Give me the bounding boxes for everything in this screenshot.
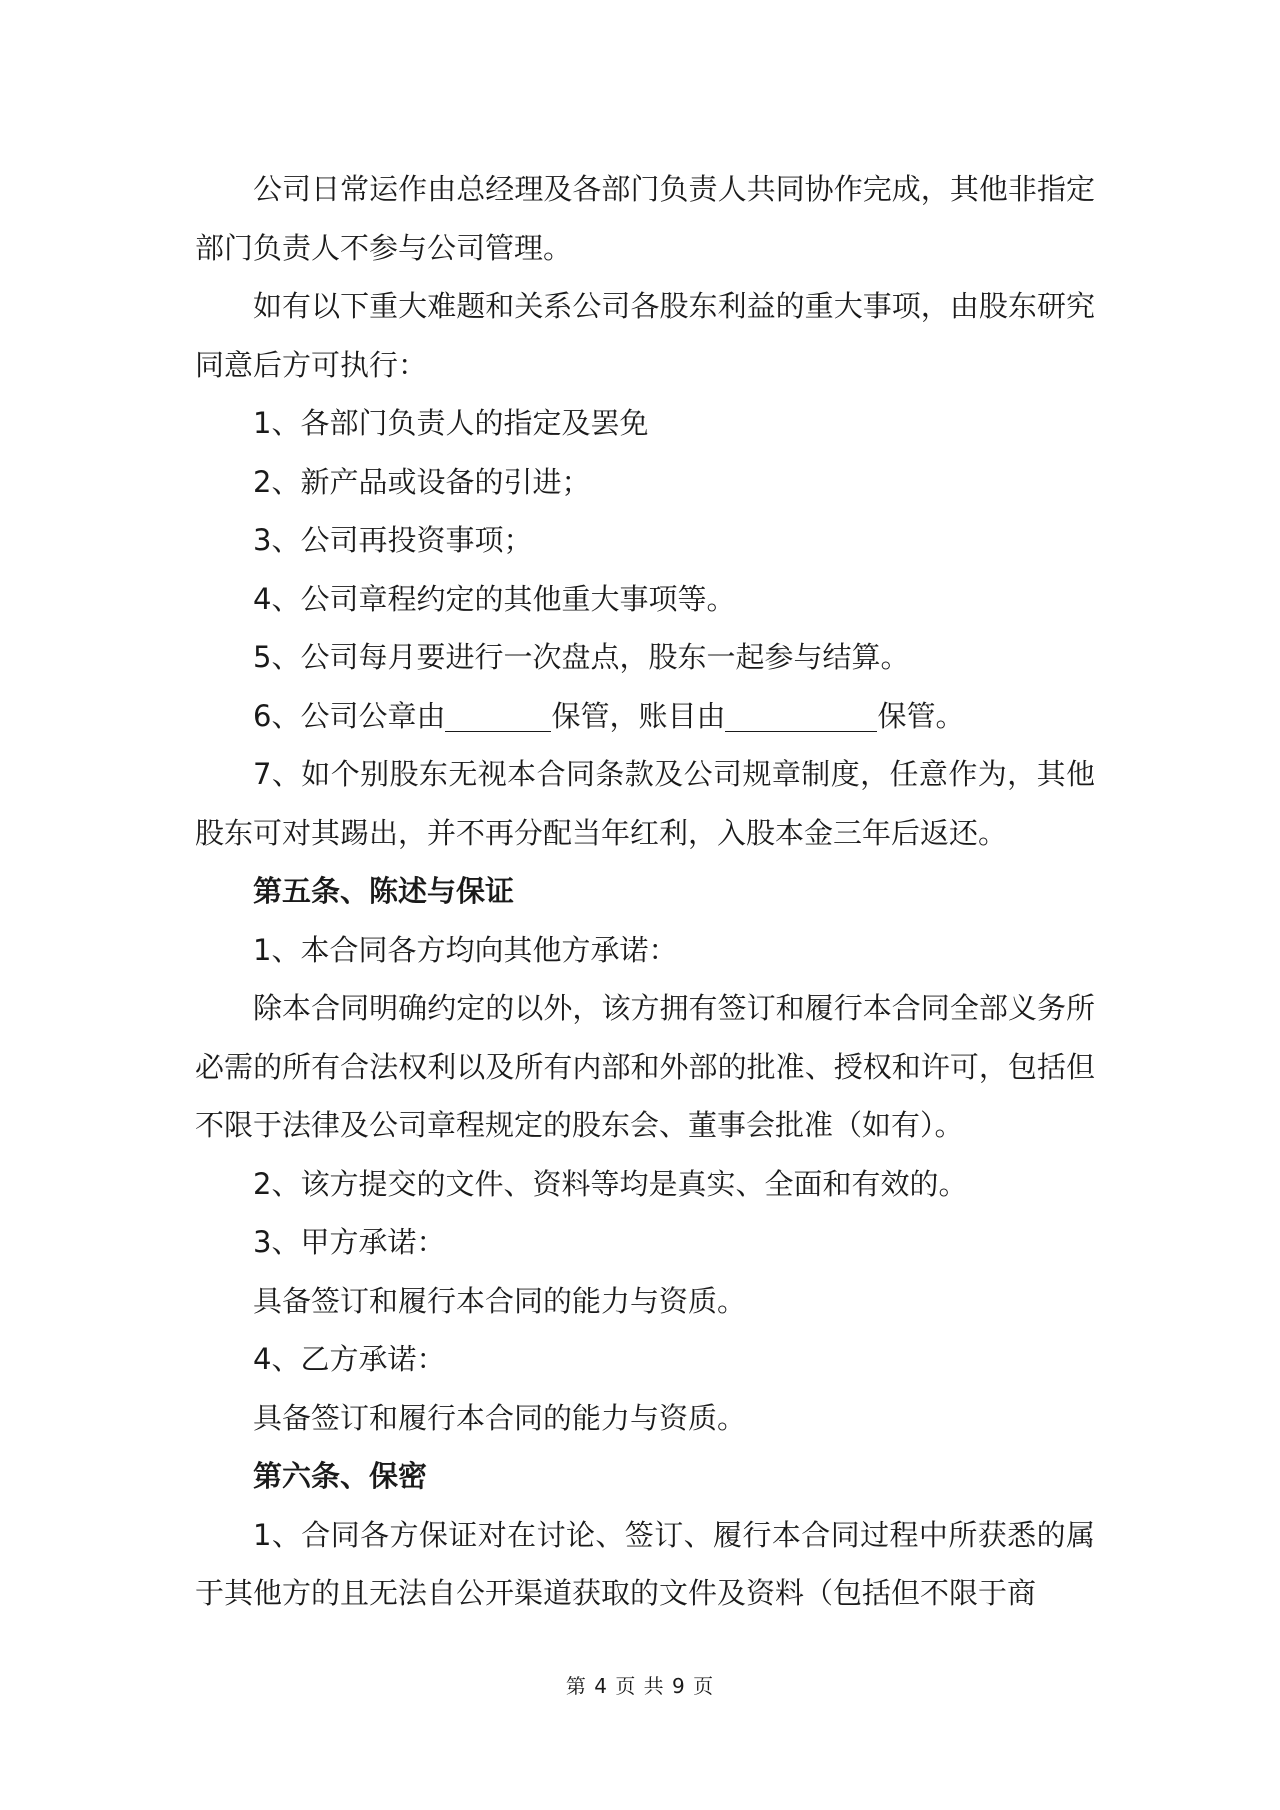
seal-keeper-blank [445, 701, 551, 732]
article5-item-3-detail: 具备签订和履行本合同的能力与资质。 [253, 1283, 747, 1318]
article6-item-1: 1、合同各方保证对在讨论、签订、履行本合同过程中所获悉的属于其他方的且无法自公开渠道获取的文件及资料（包括但不限于商 [195, 1517, 1095, 1610]
seal-text-part1: 6、公司公章由 [253, 698, 446, 733]
document-body [195, 160, 1095, 1623]
list-item-2: 2、新产品或设备的引进； [253, 464, 591, 499]
seal-text-part2: 保管，账目由 [551, 698, 726, 733]
list-item-6 [195, 687, 1095, 746]
list-item-7: 7、如个别股东无视本合同条款及公司规章制度，任意作为，其他股东可对其踢出，并不再分配当年红利，入股本金三年后返还。 [195, 757, 1095, 850]
paragraph-daily-operation: 公司日常运作由总经理及各部门负责人共同协作完成，其他非指定部门负责人不参与公司管理。 [195, 172, 1095, 265]
article5-item-3: 3、甲方承诺： [253, 1225, 446, 1259]
accounts-keeper-blank [725, 701, 877, 732]
list-item-4: 4、公司章程约定的其他重大事项等。 [253, 581, 736, 616]
paragraph-major-matters-intro: 如有以下重大难题和关系公司各股东利益的重大事项，由股东研究同意后方可执行： [195, 289, 1095, 382]
article5-item-4-detail: 具备签订和履行本合同的能力与资质。 [253, 1400, 747, 1435]
article5-item-1: 1、本合同各方均向其他方承诺： [253, 932, 678, 967]
list-item-1: 1、各部门负责人的指定及罢免 [253, 406, 649, 440]
section-heading-article-5: 第五条、陈述与保证 [253, 874, 515, 908]
article5-item-2: 2、该方提交的文件、资料等均是真实、全面和有效的。 [253, 1166, 968, 1201]
seal-text-part3: 保管。 [877, 698, 965, 733]
article5-item-4: 4、乙方承诺： [253, 1342, 446, 1376]
list-item-5: 5、公司每月要进行一次盘点，股东一起参与结算。 [253, 640, 910, 674]
page-number-footer: 第 4 页 共 9 页 [565, 1674, 715, 1698]
article5-item-1-detail: 除本合同明确约定的以外，该方拥有签订和履行本合同全部义务所必需的所有合法权利以及所有内部和外部的批准、授权和许可，包括但不限于法律及公司章程规定的股东会、董事会批准（如有）。 [195, 991, 1095, 1142]
list-item-3: 3、公司再投资事项； [253, 523, 533, 557]
section-heading-article-6: 第六条、保密 [253, 1459, 428, 1493]
